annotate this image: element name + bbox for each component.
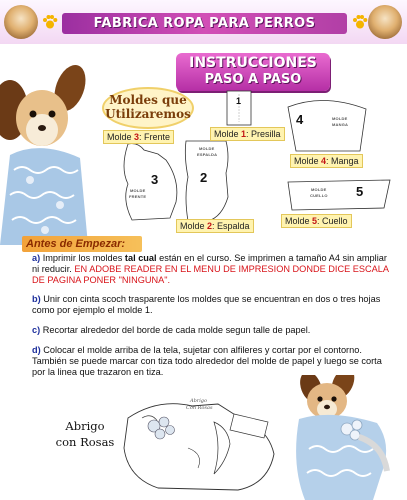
pattern-presilla-number: 1 (236, 96, 242, 106)
espalda-tag-2: ESPALDA (197, 152, 218, 157)
step-d (32, 345, 382, 378)
manga-tag-1: MOLDE (332, 116, 348, 121)
step-c (32, 325, 394, 336)
frente-tag-2: FRENTE (129, 194, 147, 199)
step-b-text: Unir con cinta scoch trasparente los moldes que se encuentran en dos o tres hojas como por ejemplo el molde 1. (32, 294, 381, 315)
paw-icon (352, 14, 368, 30)
abrigo-caption (50, 418, 120, 450)
pattern-manga-number: 4 (296, 112, 304, 127)
step-a-key: a) (32, 253, 41, 263)
abrigo-tag-2: Con Rosas (186, 405, 213, 411)
dog-photo-coat (285, 375, 401, 500)
step-b-key: b) (32, 294, 41, 304)
step-a (32, 253, 394, 286)
step-d-key: d) (32, 345, 41, 355)
label-molde-1: Molde 1: Presilla (210, 127, 285, 141)
frente-tag-1: MOLDE (130, 188, 146, 193)
abrigo-tag-1: Abrigo (190, 398, 208, 404)
step-c-text: Recortar alrededor del borde de cada molde segun talle de papel. (40, 325, 311, 335)
cuello-tag-2: CUELLO (310, 193, 328, 198)
antes-heading (22, 236, 142, 252)
instructions-heading (176, 53, 330, 91)
step-a-red: EN ADOBE READER EN EL MENU DE IMPRESION DONDE DICE ESCALA DE PAGINA PONER "NINGUNA". (32, 264, 389, 285)
moldes-line1: Moldes que (109, 93, 187, 107)
pattern-cuello-number: 5 (356, 184, 364, 199)
dog-photo (0, 60, 92, 245)
step-a-text-2: están en el curso. Se imprimen a tamaño A4 sin ampliar ni reducir. (32, 253, 387, 274)
manga-tag-2: MANGA (332, 122, 349, 127)
pattern-cuello-shape (286, 178, 392, 212)
label-molde-3: Molde 3: Frente (103, 130, 174, 144)
cuello-tag-1: MOLDE (311, 187, 327, 192)
banner-title: FABRICA ROPA PARA PERROS (93, 16, 316, 31)
label-molde-2: Molde 2: Espalda (176, 219, 254, 233)
step-b (32, 294, 394, 316)
header-banner (0, 0, 407, 44)
moldes-line2: Utilizaremos (105, 107, 191, 121)
instructions-line2: PASO A PASO (204, 72, 302, 87)
abrigo-line2: con Rosas (55, 435, 115, 449)
instructions-line1: INSTRUCCIONES (189, 55, 317, 71)
abrigo-line1: Abrigo (65, 419, 105, 433)
step-a-bold: tal cual (124, 253, 157, 263)
pattern-espalda-number: 2 (200, 170, 208, 185)
step-c-key: c) (32, 325, 41, 335)
paw-icon (42, 14, 58, 30)
dog-avatar-left (4, 5, 38, 39)
step-d-text: Colocar el molde arriba de la tela, sujetar con alfileres y cortar por el contorno. También se puede marcar con tiza todo alrededor del molde de papel y luego se corta por la linea que trazaron en tiza. (32, 345, 382, 377)
dog-avatar-right (368, 5, 402, 39)
moldes-badge (102, 87, 194, 129)
step-a-text-1: Imprimir los moldes (40, 253, 125, 263)
espalda-tag-1: MOLDE (199, 146, 215, 151)
pattern-frente-number: 3 (151, 172, 159, 187)
label-molde-5: Molde 5: Cuello (281, 214, 352, 228)
banner-bar (62, 13, 347, 34)
label-molde-4: Molde 4: Manga (290, 154, 363, 168)
antes-label: Antes de Empezar: (26, 238, 126, 250)
